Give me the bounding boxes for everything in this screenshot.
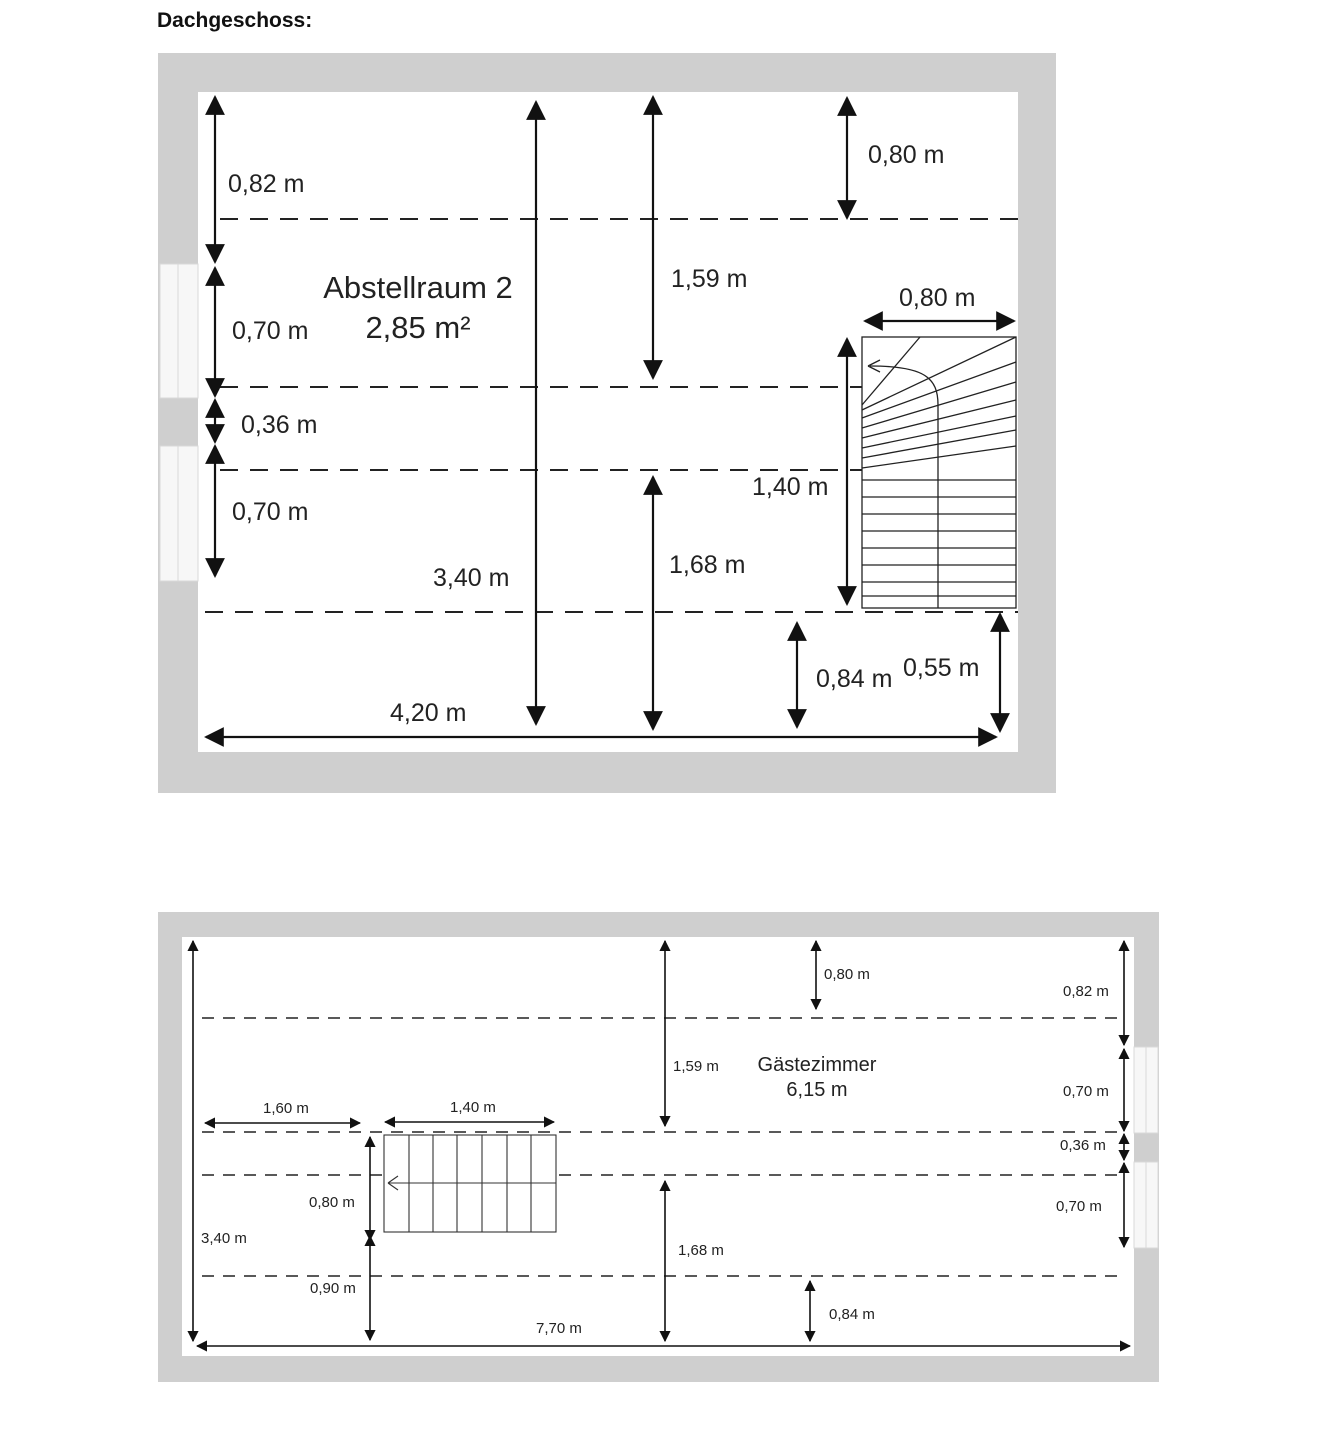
plan1-staircase bbox=[862, 337, 1016, 608]
plan1-label-left-bottom: 0,70 m bbox=[232, 498, 309, 526]
plan1-window-lower bbox=[160, 446, 198, 581]
plan1-room-area: 2,85 m² bbox=[365, 310, 471, 345]
plan2 bbox=[158, 912, 1159, 1382]
plan1-label-left-top: 0,82 m bbox=[228, 170, 305, 198]
plan2-label-total-height: 3,40 m bbox=[201, 1230, 247, 1247]
plan2-label-right-top: 0,82 m bbox=[1063, 983, 1109, 1000]
plan1 bbox=[158, 53, 1056, 793]
plan1-label-stair-width: 0,80 m bbox=[899, 284, 976, 312]
plan2-staircase bbox=[384, 1135, 556, 1232]
plan2-label-center-top: 1,59 m bbox=[673, 1058, 719, 1075]
plan2-room-name: Gästezimmer bbox=[757, 1054, 877, 1076]
plan2-label-total-width: 7,70 m bbox=[536, 1320, 582, 1337]
plan1-label-left-mid2: 0,36 m bbox=[241, 411, 318, 439]
plan2-label-right-bottom: 0,70 m bbox=[1056, 1198, 1102, 1215]
plan2-label-bottom-small: 0,84 m bbox=[829, 1306, 875, 1323]
plan1-room-name: Abstellraum 2 bbox=[323, 270, 513, 305]
plan2-label-stair-width: 0,80 m bbox=[309, 1194, 355, 1211]
page-title: Dachgeschoss: bbox=[157, 9, 313, 32]
plan2-window-upper bbox=[1134, 1047, 1158, 1133]
plan2-window-lower bbox=[1134, 1162, 1158, 1248]
plan2-label-stair-offset: 1,60 m bbox=[263, 1100, 309, 1117]
plan2-label-below-stair: 0,90 m bbox=[310, 1280, 356, 1297]
plan1-window-upper bbox=[160, 264, 198, 398]
plan1-label-center-bottom: 1,68 m bbox=[669, 551, 746, 579]
plan1-label-bottom-right1: 0,84 m bbox=[816, 665, 893, 693]
plan2-label-center-bottom: 1,68 m bbox=[678, 1242, 724, 1259]
plan1-label-total-height: 3,40 m bbox=[433, 564, 510, 592]
plan1-label-total-width: 4,20 m bbox=[390, 699, 467, 727]
plan2-label-stair-length: 1,40 m bbox=[450, 1099, 496, 1116]
plan2-label-right-mid1: 0,70 m bbox=[1063, 1083, 1109, 1100]
plan1-label-bottom-right2: 0,55 m bbox=[903, 654, 980, 682]
plan1-label-left-mid1: 0,70 m bbox=[232, 317, 309, 345]
plan2-label-top-small: 0,80 m bbox=[824, 966, 870, 983]
plan2-room-area: 6,15 m bbox=[786, 1079, 848, 1101]
plan1-label-right-top: 0,80 m bbox=[868, 141, 945, 169]
plan1-label-center-top: 1,59 m bbox=[671, 265, 748, 293]
plan1-label-stair-length: 1,40 m bbox=[752, 473, 829, 501]
plan2-label-right-mid2: 0,36 m bbox=[1060, 1137, 1106, 1154]
